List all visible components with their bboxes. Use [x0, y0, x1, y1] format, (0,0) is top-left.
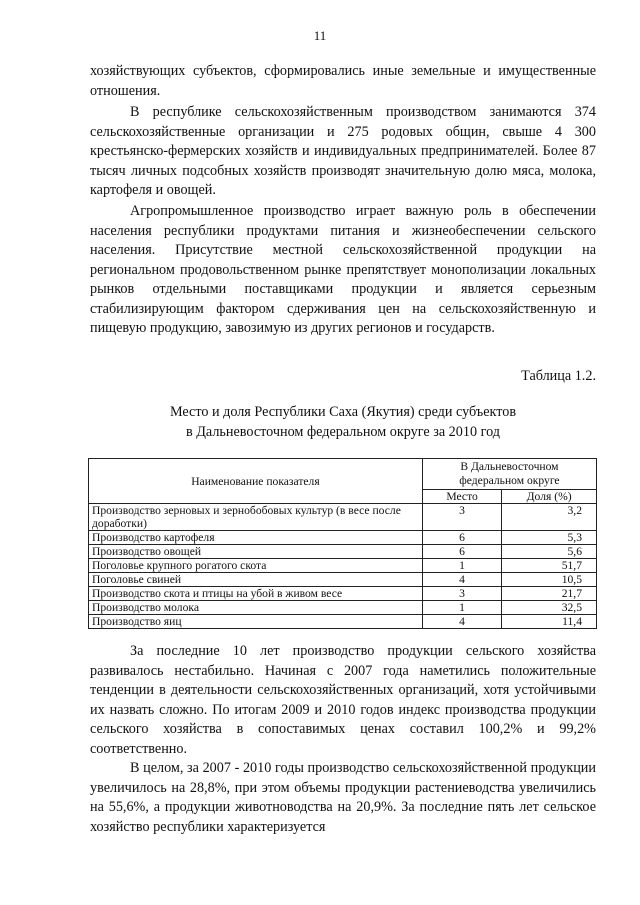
row-rank-cell: 6	[422, 545, 501, 559]
paragraph-1: хозяйствующих субъектов, сформировались иные земельные и имущественные отношения.	[90, 63, 596, 99]
table-body	[89, 504, 597, 629]
row-name-cell: Поголовье крупного рогатого скота	[89, 559, 423, 573]
table-title-line-1: Место и доля Республики Саха (Якутия) среди субъектов	[169, 404, 517, 420]
row-share-cell: 21,7	[502, 587, 597, 601]
table-title-line-2: в Дальневосточном федеральном округе за 2010 год	[186, 424, 500, 440]
row-name-cell: Поголовье свиней	[89, 573, 423, 587]
table-row	[89, 615, 597, 629]
row-name-cell: Производство молока	[89, 601, 423, 615]
header-share: Доля (%)	[502, 490, 597, 504]
row-name-cell: Производство овощей	[89, 545, 423, 559]
row-rank-cell: 4	[422, 573, 501, 587]
header-group: В Дальневосточном федеральном округе	[422, 459, 596, 490]
row-name-cell: Производство зерновых и зернобобовых культур (в весе после доработки)	[89, 504, 423, 531]
table-row	[89, 587, 597, 601]
row-share-cell: 10,5	[502, 573, 597, 587]
row-rank-cell: 3	[422, 504, 501, 531]
data-table	[88, 458, 597, 629]
paragraph-5: В целом, за 2007 - 2010 годы производство сельскохозяйственной продукции увеличилось на 28,8%, при этом объемы продукции растениеводства увеличились на 55,6%, а продукции животноводства на 20,9%. За последние пять лет сельское хозяйство республики характеризуется	[90, 760, 596, 835]
row-rank-cell: 6	[422, 531, 501, 545]
table-row	[89, 531, 597, 545]
paragraph-3: Агропромышленное производство играет важную роль в обеспечении населения республики продуктами питания и жизнеобеспечении сельского населения. Присутствие местной сельскохозяйственной продукции на региональном продовольственном рынке препятствует монополизации локальных рынков отдельными поставщиками продукции и является серьезным стабилизирующим фактором сдерживания цен на сельскохозяйственную и пищевую продукцию, завозимую из других регионов и государств.	[90, 203, 596, 336]
row-share-cell: 51,7	[502, 559, 597, 573]
header-name: Наименование показателя	[89, 459, 423, 504]
page-number: 11	[313, 28, 327, 43]
row-share-cell: 5,3	[502, 531, 597, 545]
table-row	[89, 601, 597, 615]
table-caption: Таблица 1.2.	[521, 368, 596, 384]
row-name-cell: Производство скота и птицы на убой в живом весе	[89, 587, 423, 601]
row-rank-cell: 3	[422, 587, 501, 601]
table-row	[89, 573, 597, 587]
row-share-cell: 5,6	[502, 545, 597, 559]
row-name-cell: Производство яиц	[89, 615, 423, 629]
table-row	[89, 504, 597, 531]
row-name-cell: Производство картофеля	[89, 531, 423, 545]
header-rank: Место	[422, 490, 501, 504]
table-row	[89, 559, 597, 573]
row-share-cell: 3,2	[502, 504, 597, 531]
table-title	[90, 402, 596, 442]
row-rank-cell: 1	[422, 559, 501, 573]
row-rank-cell: 1	[422, 601, 501, 615]
table-row	[89, 545, 597, 559]
row-share-cell: 11,4	[502, 615, 597, 629]
row-share-cell: 32,5	[502, 601, 597, 615]
paragraph-4: За последние 10 лет производство продукции сельского хозяйства развивалось нестабильно. Начиная с 2007 года наметились положительные тенденции в деятельности сельскохозяйственных организаций, хотя устойчивыми их назвать сложно. По итогам 2009 и 2010 годов индекс производства продукции сельского хозяйства в сопоставимых ценах составил 100,2% и 99,2% соответственно.	[90, 643, 596, 757]
paragraph-2: В республике сельскохозяйственным производством занимаются 374 сельскохозяйственные организации и 275 родовых общин, свыше 4 300 крестьянско-фермерских хозяйств и индивидуальных предпринимателей. Более 87 тысяч личных подсобных хозяйств производят значительную долю мяса, молока, картофеля и овощей.	[90, 104, 596, 198]
table-header-row	[89, 459, 597, 490]
row-rank-cell: 4	[422, 615, 501, 629]
